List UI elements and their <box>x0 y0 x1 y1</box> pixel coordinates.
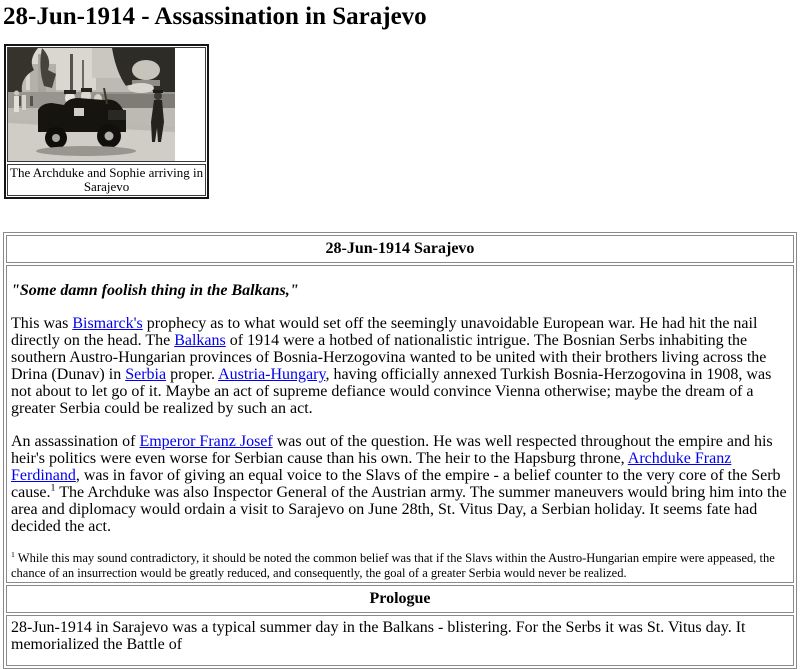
text-link[interactable]: Bismarck's <box>72 315 143 332</box>
balkans-quote: "Some damn foolish thing in the Balkans," <box>11 282 299 299</box>
section-body-sarajevo <box>6 265 794 583</box>
footnote-1: $^1$ While this may sound contradictory, it should be noted the common belief was that if the Slavs within the Austro-Hungarian empire were appeased, the chance of an insurrection would be greatly reduced, and consequently, the goal of a greater Serbia would never be realized. <box>11 549 775 580</box>
text-link[interactable]: Balkans <box>174 332 226 349</box>
footnote-ref: 1 <box>50 482 56 494</box>
page <box>0 3 800 669</box>
text-link[interactable]: Archduke Franz Ferdinand <box>11 450 732 484</box>
photo-caption-line1: The Archduke and Sophie arriving in <box>10 165 204 180</box>
photo-image <box>8 48 175 161</box>
section-header-prologue: Prologue <box>6 585 794 613</box>
page-title: 28-Jun-1914 - Assassination in Sarajevo <box>3 3 427 30</box>
photo-caption <box>7 164 206 196</box>
photo-caption-line2: Sarajevo <box>83 179 130 194</box>
section-body-prologue <box>6 615 794 666</box>
section-header-sarajevo: 28-Jun-1914 Sarajevo <box>6 235 794 263</box>
prologue-paragraph: 28-Jun-1914 in Sarajevo was a typical summer day in the Balkans - blistering. For the Serbs it was St. Vitus day. It memorialized the Battle of <box>11 619 746 653</box>
footnote-ref: 1 <box>11 549 15 559</box>
paragraph-2: An assassination of Emperor Franz Josef was out of the question. He was well respected throughout the empire and his heir's politics were even worse for Serbian cause than his own. The heir to the Hapsburg throne, Archduke Franz Ferdinand, was in favor of giving an equal voice to the Slavs of the empire - a belief counter to the very core of the Serb cause.$^1$ The Archduke was also Inspector General of the Austrian army. The summer maneuvers would bring him into the area and diplomacy would ordain a visit to Sarajevo on June 28th, St. Vitus Day, a Serbian holiday. It seems fate had decided the act. <box>11 433 787 535</box>
photo-archduke-car <box>7 47 206 162</box>
text-link[interactable]: Emperor Franz Josef <box>139 433 273 450</box>
text-link[interactable]: Austria-Hungary <box>218 366 326 383</box>
text-link[interactable]: Serbia <box>125 366 167 383</box>
article-table <box>3 232 797 669</box>
photo-frame <box>4 44 209 199</box>
paragraph-1: This was Bismarck's prophecy as to what would set off the seemingly unavoidable European war. He had hit the nail directly on the head. The Balkans of 1914 were a hotbed of nationalistic intrigue. The Bosnian Serbs inhabiting the southern Austro-Hungarian provinces of Bosnia-Herzogovina wanted to be united with their brothers living across the Drina (Dunav) in Serbia proper. Austria-Hungary, having officially annexed Turkish Bosnia-Herzogovina in 1908, was not about to let go of it. Maybe an act of supreme defiance would convince Vienna otherwise; maybe the dream of a greater Serbia could be realized by such an act. <box>11 315 772 417</box>
